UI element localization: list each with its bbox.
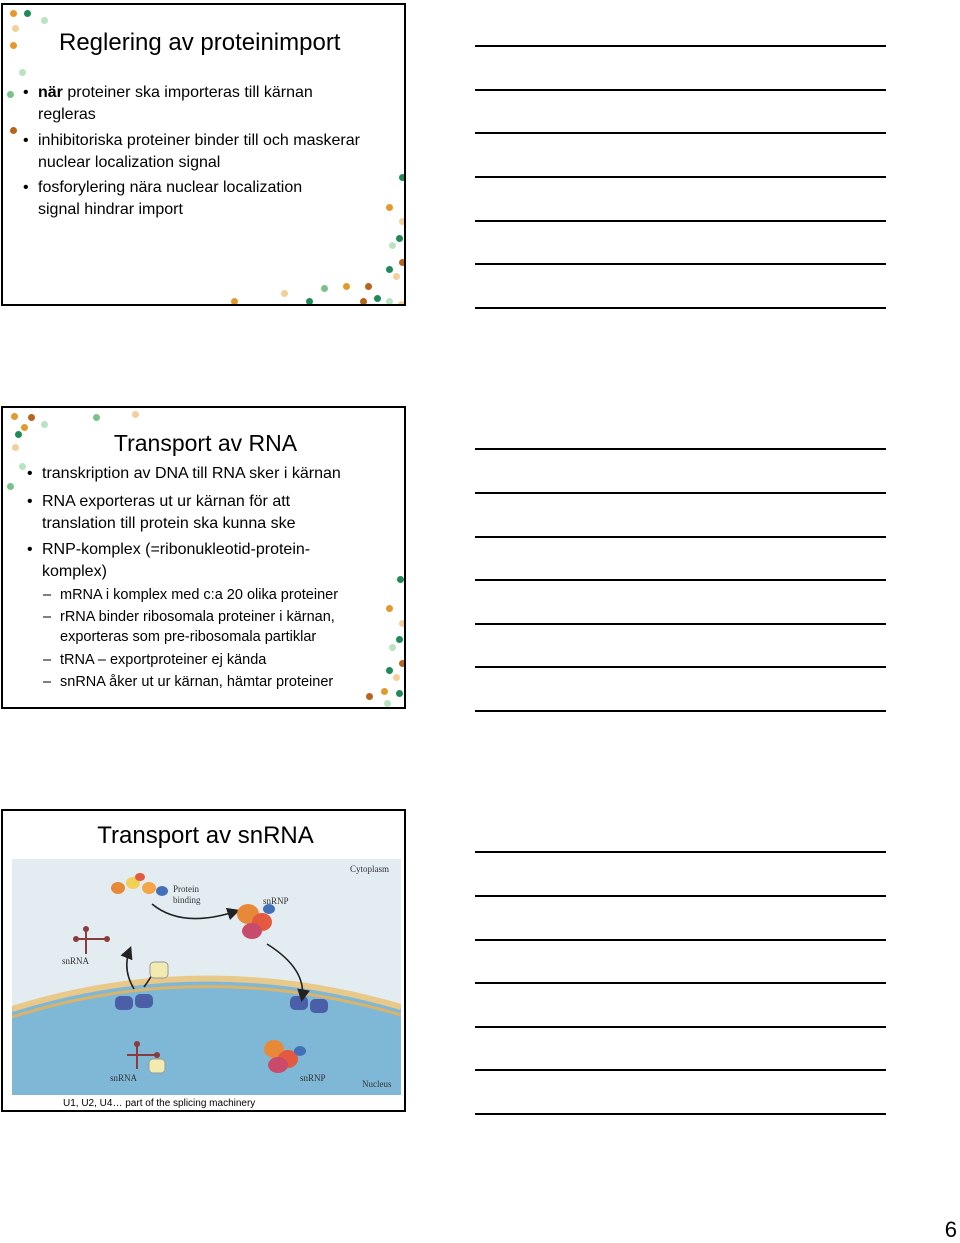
page-number: 6 (944, 1217, 957, 1242)
decor-dot (10, 10, 17, 17)
decor-dot (365, 283, 372, 290)
decor-dot (366, 693, 373, 700)
decor-dot (396, 235, 403, 242)
note-line (475, 89, 886, 91)
sub-bullet-text: mRNA i komplex med c:a 20 olika proteiner (60, 587, 339, 603)
decor-dot (343, 283, 350, 290)
decor-dot (24, 10, 31, 17)
decor-dot (384, 700, 391, 707)
note-line (475, 176, 886, 178)
sub-bullet-item: – snRNA åker ut ur kärnan, hämtar proteiner (43, 674, 334, 690)
note-line (475, 448, 886, 450)
label-snrna-left: snRNA (62, 956, 90, 966)
decor-dot (386, 266, 393, 273)
note-line (475, 666, 886, 668)
note-line (475, 939, 886, 941)
note-line (475, 307, 886, 309)
decor-dot (12, 25, 19, 32)
sub-bullet-text: rRNA binder ribosomala proteiner i kärnan, exporteras som pre-ribosomala partiklar (60, 609, 335, 645)
label-nucleus: Nucleus (362, 1079, 392, 1089)
bullet-item: • fosforylering nära nuclear localization signal hindrar import (23, 179, 303, 218)
note-line (475, 263, 886, 265)
decor-dot (386, 204, 393, 211)
sub-bullet-item: – mRNA i komplex med c:a 20 olika proteiner (43, 587, 339, 603)
bullet-item: • inhibitoriska proteiner binder till och maskerar nuclear localization signal (23, 132, 360, 171)
decor-dot (398, 301, 405, 306)
label-snrnp-top: snRNP (263, 896, 289, 906)
decor-dot (231, 298, 238, 305)
note-line (475, 710, 886, 712)
bullet-item: • RNP-komplex (=ribonukleotid-protein-komplex) (27, 541, 311, 580)
sub-bullet-item: – rRNA binder ribosomala proteiner i kärnan, exporteras som pre-ribosomala partiklar (43, 609, 335, 645)
decor-dot (7, 483, 14, 490)
sub-bullet-text: snRNA åker ut ur kärnan, hämtar proteiner (60, 674, 334, 690)
note-line (475, 45, 886, 47)
note-line (475, 1113, 886, 1115)
label-cytoplasm: Cytoplasm (350, 864, 390, 874)
slide-title: Transport av snRNA (97, 822, 314, 849)
note-line (475, 1069, 886, 1071)
decor-dot (132, 411, 139, 418)
sub-bullet-text: tRNA – exportproteiner ej kända (60, 652, 267, 668)
note-line (475, 132, 886, 134)
decor-dot (360, 298, 367, 305)
bullet-bold-word: när (38, 84, 63, 101)
decor-dot (389, 644, 396, 651)
bullet-item: • när proteiner ska importeras till kärnan regleras (23, 84, 313, 123)
decor-dot (10, 42, 17, 49)
decor-dot (41, 421, 48, 428)
decor-dot (374, 295, 381, 302)
label-protein-binding-2: binding (173, 895, 201, 905)
bullet-item: • transkription av DNA till RNA sker i kärnan (27, 465, 341, 482)
slide-transport-av-snrna (1, 809, 406, 1112)
decor-dot (399, 218, 406, 225)
slide-reglering-av-proteinimport (1, 3, 406, 306)
decor-dot (19, 463, 26, 470)
decor-dot (399, 174, 406, 181)
decor-dot (41, 17, 48, 24)
decor-dot (7, 91, 14, 98)
export-factor (150, 962, 168, 978)
bullet-text: transkription av DNA till RNA sker i kärnan (42, 465, 341, 482)
decor-dot (399, 620, 406, 627)
slide-title: Transport av RNA (113, 430, 298, 456)
label-snrna-bottom: snRNA (110, 1073, 138, 1083)
bullet-text: RNP-komplex (=ribonukleotid-protein-komplex) (42, 541, 311, 580)
bullet-item: • RNA exporteras ut ur kärnan för att translation till protein ska kunna ske (27, 493, 296, 532)
decor-dot (393, 674, 400, 681)
bullet-text: RNA exporteras ut ur kärnan för att translation till protein ska kunna ske (42, 493, 296, 532)
note-line (475, 1026, 886, 1028)
decor-dot (281, 290, 288, 297)
sub-bullet-item: – tRNA – exportproteiner ej kända (43, 652, 267, 668)
decor-dot (19, 69, 26, 76)
note-line (475, 982, 886, 984)
bullet-text: fosforylering nära nuclear localization signal hindrar import (38, 179, 303, 218)
note-line (475, 851, 886, 853)
note-line (475, 579, 886, 581)
figure-caption: U1, U2, U4… part of the splicing machinery (63, 1098, 256, 1109)
slide-transport-av-rna (1, 406, 406, 709)
decor-dot (93, 414, 100, 421)
snrna-transport-figure (12, 859, 401, 1095)
note-line (475, 220, 886, 222)
decor-dot (397, 576, 404, 583)
decor-dot (11, 413, 18, 420)
decor-dot (386, 298, 393, 305)
decor-dot (321, 285, 328, 292)
note-line (475, 492, 886, 494)
decor-dot (10, 127, 17, 134)
decor-dot (28, 414, 35, 421)
note-line (475, 536, 886, 538)
note-line (475, 895, 886, 897)
decor-dot (396, 690, 403, 697)
decor-dot (399, 259, 406, 266)
decor-dot (396, 636, 403, 643)
decor-dot (386, 605, 393, 612)
bullet-text: proteiner ska importeras till kärnan regleras (38, 84, 313, 123)
bullet-text: inhibitoriska proteiner binder till och maskerar nuclear localization signal (38, 132, 360, 171)
decor-dot (393, 273, 400, 280)
decor-dot (389, 242, 396, 249)
decor-dot (399, 660, 406, 667)
decor-dot (306, 298, 313, 305)
snrna-diagram (12, 859, 401, 1095)
note-line (475, 623, 886, 625)
label-snrnp-bottom: snRNP (300, 1073, 326, 1083)
label-protein-binding-1: Protein (173, 884, 199, 894)
slide-title: Reglering av proteinimport (59, 29, 341, 56)
